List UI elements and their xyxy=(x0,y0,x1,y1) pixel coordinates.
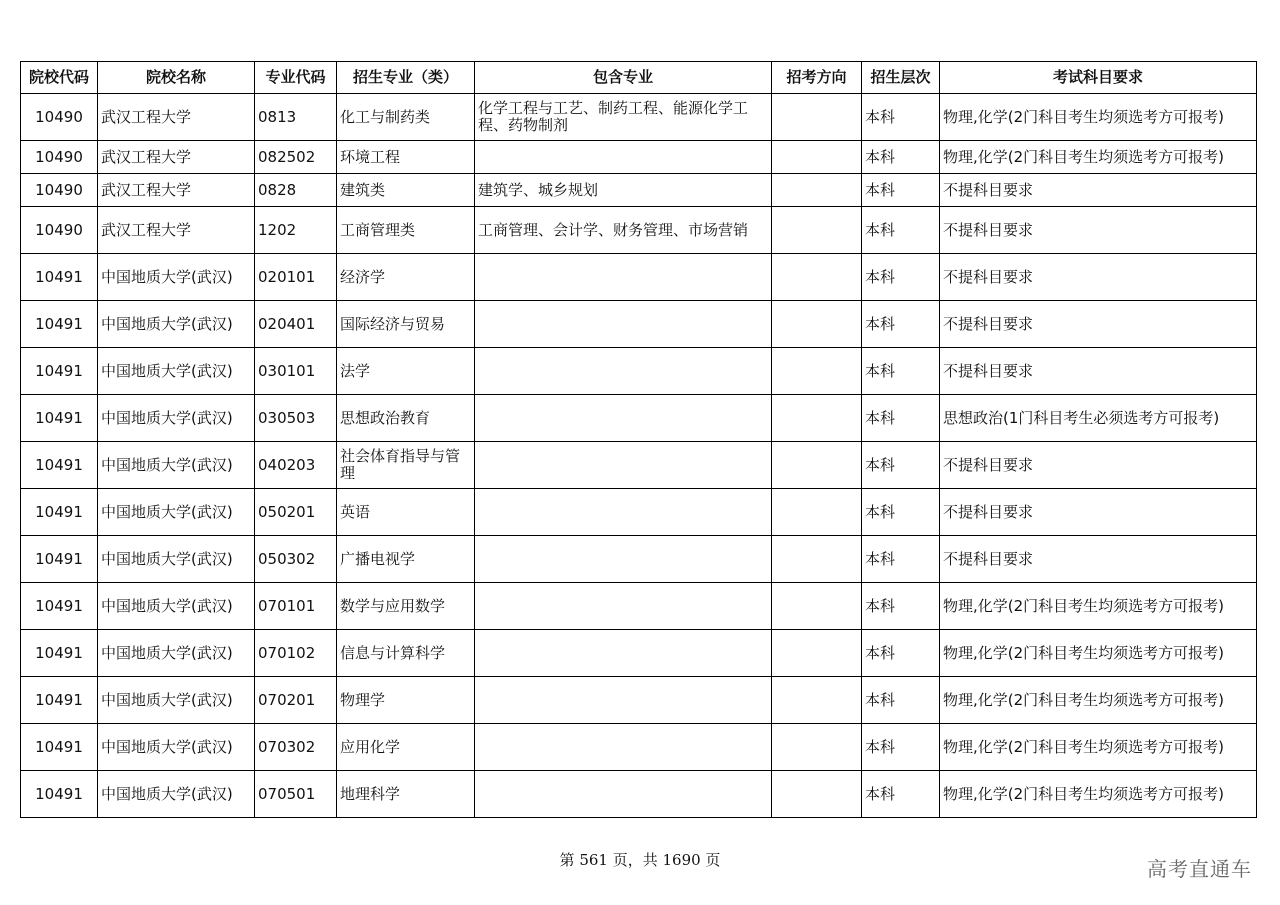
cell-major-code: 070501 xyxy=(255,771,337,818)
cell-level: 本科 xyxy=(862,536,940,583)
cell-level: 本科 xyxy=(862,94,940,141)
cell-direction xyxy=(772,94,862,141)
cell-included-majors xyxy=(475,583,772,630)
cell-subject-requirements: 不提科目要求 xyxy=(940,489,1257,536)
cell-school-name: 中国地质大学(武汉) xyxy=(98,254,255,301)
cell-school-name: 中国地质大学(武汉) xyxy=(98,771,255,818)
cell-included-majors: 建筑学、城乡规划 xyxy=(475,174,772,207)
cell-direction xyxy=(772,301,862,348)
cell-level: 本科 xyxy=(862,348,940,395)
cell-school-name: 中国地质大学(武汉) xyxy=(98,630,255,677)
cell-major-code: 050201 xyxy=(255,489,337,536)
cell-major-code: 050302 xyxy=(255,536,337,583)
cell-school-name: 武汉工程大学 xyxy=(98,207,255,254)
cell-included-majors xyxy=(475,489,772,536)
cell-direction xyxy=(772,630,862,677)
cell-included-majors xyxy=(475,348,772,395)
cell-school-code: 10491 xyxy=(21,583,98,630)
cell-major: 物理学 xyxy=(337,677,475,724)
cell-direction xyxy=(772,174,862,207)
cell-direction xyxy=(772,254,862,301)
cell-level: 本科 xyxy=(862,677,940,724)
cell-school-code: 10490 xyxy=(21,94,98,141)
header-major: 招生专业（类） xyxy=(337,62,475,94)
cell-direction xyxy=(772,141,862,174)
cell-level: 本科 xyxy=(862,771,940,818)
table-row xyxy=(21,301,1257,348)
page-number: 第 561 页，共 1690 页 xyxy=(559,851,721,869)
cell-major-code: 020401 xyxy=(255,301,337,348)
cell-subject-requirements: 思想政治(1门科目考生必须选考方可报考) xyxy=(940,395,1257,442)
cell-direction xyxy=(772,677,862,724)
cell-school-code: 10491 xyxy=(21,348,98,395)
cell-subject-requirements: 不提科目要求 xyxy=(940,174,1257,207)
cell-included-majors xyxy=(475,395,772,442)
cell-subject-requirements: 物理,化学(2门科目考生均须选考方可报考) xyxy=(940,630,1257,677)
cell-major: 英语 xyxy=(337,489,475,536)
cell-direction xyxy=(772,395,862,442)
cell-major: 环境工程 xyxy=(337,141,475,174)
cell-school-name: 中国地质大学(武汉) xyxy=(98,583,255,630)
cell-school-code: 10490 xyxy=(21,207,98,254)
cell-direction xyxy=(772,207,862,254)
cell-school-code: 10491 xyxy=(21,536,98,583)
cell-school-code: 10490 xyxy=(21,141,98,174)
cell-major-code: 030101 xyxy=(255,348,337,395)
cell-level: 本科 xyxy=(862,141,940,174)
header-school-name: 院校名称 xyxy=(98,62,255,94)
cell-school-name: 中国地质大学(武汉) xyxy=(98,677,255,724)
admission-table xyxy=(20,61,1257,818)
cell-included-majors xyxy=(475,536,772,583)
table-row xyxy=(21,677,1257,724)
cell-subject-requirements: 物理,化学(2门科目考生均须选考方可报考) xyxy=(940,141,1257,174)
cell-major-code: 070302 xyxy=(255,724,337,771)
cell-school-code: 10491 xyxy=(21,724,98,771)
table-row xyxy=(21,141,1257,174)
cell-major-code: 070101 xyxy=(255,583,337,630)
cell-school-code: 10491 xyxy=(21,301,98,348)
cell-school-code: 10491 xyxy=(21,677,98,724)
cell-major-code: 020101 xyxy=(255,254,337,301)
cell-major: 社会体育指导与管理 xyxy=(337,442,475,489)
cell-level: 本科 xyxy=(862,630,940,677)
cell-direction xyxy=(772,489,862,536)
table-header-row xyxy=(21,62,1257,94)
cell-school-name: 武汉工程大学 xyxy=(98,174,255,207)
cell-major-code: 070102 xyxy=(255,630,337,677)
cell-school-code: 10491 xyxy=(21,254,98,301)
header-subject-requirements: 考试科目要求 xyxy=(940,62,1257,94)
header-level: 招生层次 xyxy=(862,62,940,94)
cell-school-name: 武汉工程大学 xyxy=(98,94,255,141)
cell-included-majors: 化学工程与工艺、制药工程、能源化学工程、药物制剂 xyxy=(475,94,772,141)
cell-level: 本科 xyxy=(862,174,940,207)
cell-level: 本科 xyxy=(862,207,940,254)
cell-direction xyxy=(772,771,862,818)
table-row xyxy=(21,583,1257,630)
cell-included-majors xyxy=(475,254,772,301)
cell-major: 经济学 xyxy=(337,254,475,301)
cell-school-code: 10491 xyxy=(21,489,98,536)
cell-major: 思想政治教育 xyxy=(337,395,475,442)
table-row xyxy=(21,254,1257,301)
cell-school-code: 10491 xyxy=(21,442,98,489)
cell-school-name: 中国地质大学(武汉) xyxy=(98,724,255,771)
cell-subject-requirements: 物理,化学(2门科目考生均须选考方可报考) xyxy=(940,677,1257,724)
cell-subject-requirements: 不提科目要求 xyxy=(940,442,1257,489)
table-row xyxy=(21,442,1257,489)
cell-level: 本科 xyxy=(862,254,940,301)
cell-major: 信息与计算科学 xyxy=(337,630,475,677)
cell-major: 地理科学 xyxy=(337,771,475,818)
cell-included-majors xyxy=(475,301,772,348)
cell-school-code: 10491 xyxy=(21,395,98,442)
cell-subject-requirements: 不提科目要求 xyxy=(940,254,1257,301)
cell-major-code: 030503 xyxy=(255,395,337,442)
cell-included-majors xyxy=(475,677,772,724)
cell-direction xyxy=(772,724,862,771)
cell-major-code: 1202 xyxy=(255,207,337,254)
cell-major-code: 0828 xyxy=(255,174,337,207)
cell-level: 本科 xyxy=(862,395,940,442)
cell-school-name: 中国地质大学(武汉) xyxy=(98,536,255,583)
header-direction: 招考方向 xyxy=(772,62,862,94)
cell-level: 本科 xyxy=(862,583,940,630)
table-row xyxy=(21,724,1257,771)
cell-subject-requirements: 不提科目要求 xyxy=(940,207,1257,254)
cell-school-code: 10491 xyxy=(21,630,98,677)
cell-included-majors xyxy=(475,630,772,677)
cell-major: 广播电视学 xyxy=(337,536,475,583)
cell-school-name: 中国地质大学(武汉) xyxy=(98,442,255,489)
cell-included-majors: 工商管理、会计学、财务管理、市场营销 xyxy=(475,207,772,254)
cell-school-name: 武汉工程大学 xyxy=(98,141,255,174)
cell-direction xyxy=(772,348,862,395)
watermark: 高考直通车 xyxy=(1147,857,1252,881)
cell-direction xyxy=(772,536,862,583)
cell-major: 化工与制药类 xyxy=(337,94,475,141)
cell-major-code: 0813 xyxy=(255,94,337,141)
cell-major: 建筑类 xyxy=(337,174,475,207)
table-row xyxy=(21,489,1257,536)
cell-subject-requirements: 不提科目要求 xyxy=(940,301,1257,348)
cell-direction xyxy=(772,583,862,630)
cell-level: 本科 xyxy=(862,301,940,348)
cell-major: 法学 xyxy=(337,348,475,395)
cell-level: 本科 xyxy=(862,442,940,489)
cell-school-name: 中国地质大学(武汉) xyxy=(98,489,255,536)
table-row xyxy=(21,771,1257,818)
cell-included-majors xyxy=(475,141,772,174)
header-included-majors: 包含专业 xyxy=(475,62,772,94)
cell-included-majors xyxy=(475,442,772,489)
table-row xyxy=(21,630,1257,677)
cell-subject-requirements: 物理,化学(2门科目考生均须选考方可报考) xyxy=(940,94,1257,141)
header-major-code: 专业代码 xyxy=(255,62,337,94)
cell-included-majors xyxy=(475,771,772,818)
cell-major: 应用化学 xyxy=(337,724,475,771)
cell-level: 本科 xyxy=(862,489,940,536)
cell-major: 国际经济与贸易 xyxy=(337,301,475,348)
cell-major-code: 070201 xyxy=(255,677,337,724)
table-row xyxy=(21,207,1257,254)
cell-level: 本科 xyxy=(862,724,940,771)
table-row xyxy=(21,174,1257,207)
cell-school-code: 10491 xyxy=(21,771,98,818)
cell-major: 工商管理类 xyxy=(337,207,475,254)
table-row xyxy=(21,348,1257,395)
cell-school-name: 中国地质大学(武汉) xyxy=(98,348,255,395)
cell-subject-requirements: 不提科目要求 xyxy=(940,348,1257,395)
cell-subject-requirements: 物理,化学(2门科目考生均须选考方可报考) xyxy=(940,724,1257,771)
cell-subject-requirements: 不提科目要求 xyxy=(940,536,1257,583)
table-row xyxy=(21,536,1257,583)
cell-subject-requirements: 物理,化学(2门科目考生均须选考方可报考) xyxy=(940,771,1257,818)
cell-direction xyxy=(772,442,862,489)
cell-school-name: 中国地质大学(武汉) xyxy=(98,301,255,348)
table-row xyxy=(21,94,1257,141)
table-row xyxy=(21,395,1257,442)
cell-major-code: 040203 xyxy=(255,442,337,489)
cell-major: 数学与应用数学 xyxy=(337,583,475,630)
cell-school-code: 10490 xyxy=(21,174,98,207)
cell-school-name: 中国地质大学(武汉) xyxy=(98,395,255,442)
header-school-code: 院校代码 xyxy=(21,62,98,94)
cell-included-majors xyxy=(475,724,772,771)
cell-major-code: 082502 xyxy=(255,141,337,174)
cell-subject-requirements: 物理,化学(2门科目考生均须选考方可报考) xyxy=(940,583,1257,630)
